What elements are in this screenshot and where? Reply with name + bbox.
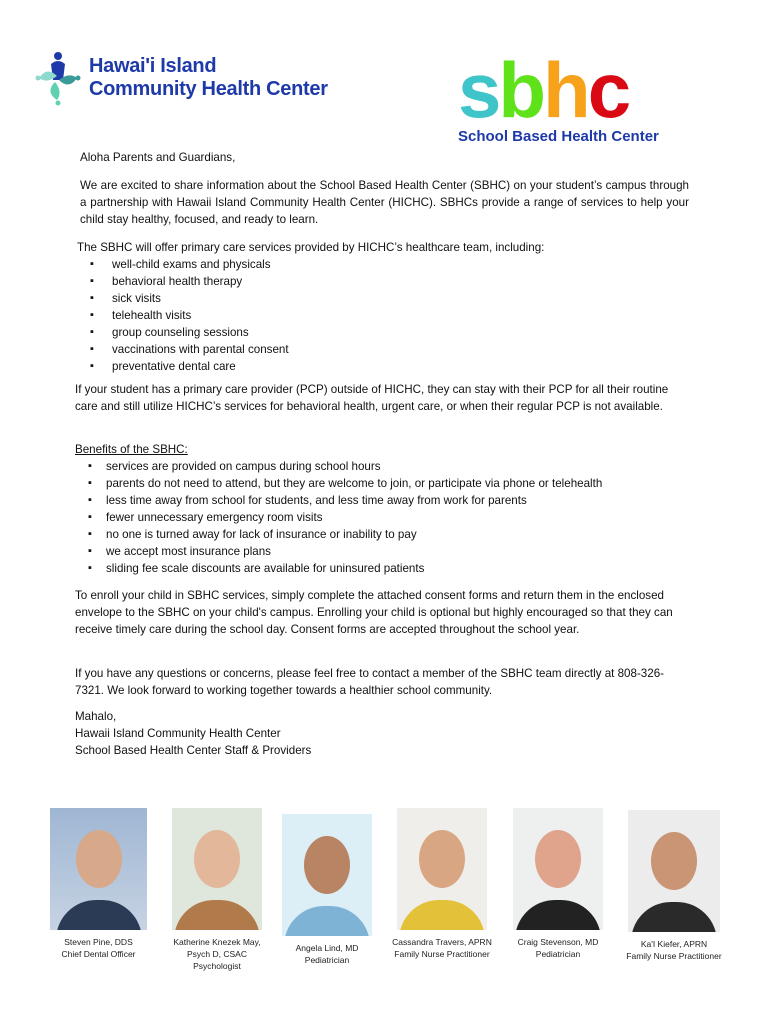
list-item: ▪ behavioral health therapy <box>77 273 692 290</box>
staff-card <box>503 808 613 960</box>
list-item: ▪ we accept most insurance plans <box>75 543 690 560</box>
list-item: ▪ group counseling sessions <box>77 324 692 341</box>
staff-card <box>277 814 377 966</box>
sbhc-logo <box>458 46 673 145</box>
list-item: ▪ no one is turned away for lack of insurance or inability to pay <box>75 526 690 543</box>
staff-photo <box>282 814 372 936</box>
list-item: ▪ services are provided on campus during school hours <box>75 458 690 475</box>
staff-card <box>618 810 730 962</box>
list-item: ▪ well-child exams and physicals <box>77 256 692 273</box>
intro-paragraph: We are excited to share information about the School Based Health Center (SBHC) on your student’s campus through a partnership with Hawaii Island Community Health Center (HICHC). SBHCs provide a range of services to help your child stay healthy, focused, and ready to learn. <box>80 179 689 226</box>
list-item: ▪ preventative dental care <box>77 358 692 375</box>
signature-team: School Based Health Center Staff & Providers <box>75 744 312 757</box>
pcp-paragraph: If your student has a primary care provider (PCP) outside of HICHC, they can stay with their PCP for all their routine care and still utilize HICHC’s services for behavioral health, urgent care, or when their regular PCP is not available. <box>75 383 669 413</box>
staff-title: Pediatrician <box>535 949 581 959</box>
staff-name: Ka'I Kiefer, APRN <box>640 939 708 949</box>
staff-card <box>40 808 157 960</box>
staff-photo <box>172 808 262 930</box>
list-item: ▪ sliding fee scale discounts are available for uninsured patients <box>75 560 690 577</box>
enroll-paragraph: To enroll your child in SBHC services, simply complete the attached consent forms and return them in the enclosed envelope to the SBHC on your child's campus. Enrolling your child is optional but highly encouraged so that they can receive timely care during the school day. Consent forms are accepted throughout the school year. <box>75 589 673 636</box>
staff-name: Craig Stevenson, MD <box>517 937 599 947</box>
benefits-section <box>75 441 690 577</box>
staff-title: Family Nurse Practitioner <box>394 949 490 959</box>
staff-name: Katherine Knezek May, Psych D, CSAC <box>173 937 261 959</box>
benefits-list <box>75 458 690 577</box>
staff-photo <box>50 808 147 930</box>
hichc-emblem-icon <box>35 50 81 106</box>
closing: Mahalo, <box>75 710 117 723</box>
hichc-logo <box>35 50 328 106</box>
staff-title: Family Nurse Practitioner <box>626 951 722 961</box>
staff-photo <box>628 810 720 932</box>
staff-name: Cassandra Travers, APRN <box>392 937 492 947</box>
logo-line-1: Hawai'i Island <box>89 55 217 77</box>
services-intro <box>77 239 692 375</box>
list-item: ▪ fewer unnecessary emergency room visits <box>75 509 690 526</box>
services-intro-text: The SBHC will offer primary care services provided by HICHC’s healthcare team, including: <box>77 241 545 254</box>
list-item: ▪ vaccinations with parental consent <box>77 341 692 358</box>
contact-paragraph: If you have any questions or concerns, please feel free to contact a member of the SBHC team directly at 808-326-7321. We look forward to working together towards a healthier school community. <box>75 667 665 697</box>
staff-name: Steven Pine, DDS <box>64 937 133 947</box>
list-item: ▪ less time away from school for students, and less time away from work for parents <box>75 492 690 509</box>
staff-card <box>162 808 272 972</box>
sbhc-letter: h <box>543 46 588 134</box>
staff-name: Angela Lind, MD <box>295 943 359 953</box>
sbhc-letter: c <box>587 46 629 134</box>
sbhc-letter: b <box>498 46 544 134</box>
services-list <box>77 256 692 375</box>
list-item: ▪ parents do not need to attend, but they are welcome to join, or participate via phone or telehealth <box>75 475 690 492</box>
sbhc-letter: s <box>458 46 499 134</box>
staff-title: Chief Dental Officer <box>61 949 136 959</box>
list-item: ▪ sick visits <box>77 290 692 307</box>
staff-photo <box>513 808 603 930</box>
staff-title: Pediatrician <box>304 955 350 965</box>
sbhc-subtitle: School Based Health Center <box>458 128 659 145</box>
greeting: Aloha Parents and Guardians, <box>80 151 236 164</box>
staff-title: Psychologist <box>193 961 241 971</box>
signature-block <box>75 708 690 759</box>
staff-card <box>387 808 497 960</box>
signature-org: Hawaii Island Community Health Center <box>75 727 281 740</box>
logo-line-2: Community Health Center <box>89 78 328 100</box>
staff-photo <box>397 808 487 930</box>
list-item: ▪ telehealth visits <box>77 307 692 324</box>
benefits-heading: Benefits of the SBHC: <box>75 443 188 456</box>
